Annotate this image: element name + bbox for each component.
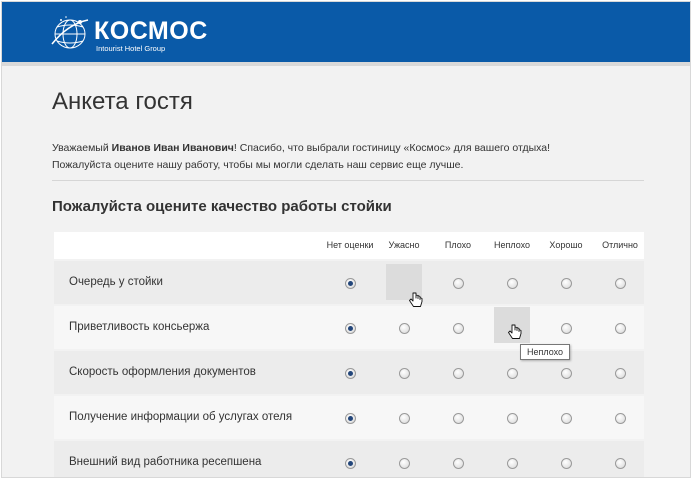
greeting-line-2: Пожалуйста оцените нашу работу, чтобы мы могли сделать наш сервис еще лучше.	[52, 159, 464, 171]
rating-radio[interactable]	[345, 323, 356, 334]
rating-table-header	[54, 232, 644, 259]
rating-radio[interactable]	[507, 413, 518, 424]
rating-radio[interactable]	[399, 458, 410, 469]
rating-row-label: Внешний вид работника ресепшена	[69, 456, 262, 468]
rating-radio[interactable]	[453, 413, 464, 424]
rating-radio[interactable]	[345, 413, 356, 424]
column-header: Нет оценки	[326, 240, 374, 250]
column-header: Хорошо	[549, 240, 583, 250]
rating-row	[54, 259, 644, 304]
rating-radio[interactable]	[615, 278, 626, 289]
rating-radio[interactable]	[561, 413, 572, 424]
tooltip: Неплохо	[520, 344, 570, 360]
rating-radio[interactable]	[345, 458, 356, 469]
column-header: Плохо	[444, 240, 472, 250]
rating-radio[interactable]	[615, 368, 626, 379]
rating-radio[interactable]	[345, 278, 356, 289]
brand-subtitle: Intourist Hotel Group	[96, 44, 166, 53]
rating-radio[interactable]	[453, 323, 464, 334]
rating-radio[interactable]	[507, 368, 518, 379]
rating-radio[interactable]	[561, 323, 572, 334]
rating-row-label: Скорость оформления документов	[69, 366, 256, 378]
greeting-suffix: ! Спасибо, что выбрали гостиницу «Космос» для вашего отдыха!	[233, 142, 551, 154]
globe-icon	[50, 14, 90, 54]
greeting-text	[52, 140, 652, 174]
rating-radio[interactable]	[453, 458, 464, 469]
rating-row	[54, 439, 644, 478]
column-header: Ужасно	[388, 240, 420, 250]
rating-radio[interactable]	[561, 368, 572, 379]
guest-name: Иванов Иван Иванович	[111, 142, 234, 154]
rating-radio[interactable]	[399, 368, 410, 379]
site-header	[2, 2, 691, 62]
header-divider	[2, 62, 691, 66]
section-title: Пожалуйста оцените качество работы стойки	[52, 198, 392, 215]
rating-radio[interactable]	[507, 458, 518, 469]
brand-logo[interactable]	[50, 14, 208, 54]
rating-radio[interactable]	[561, 458, 572, 469]
column-header: Неплохо	[493, 240, 531, 250]
page-title: Анкета гостя	[52, 88, 193, 115]
section-divider	[52, 180, 644, 181]
column-header: Отлично	[602, 240, 638, 250]
greeting-prefix: Уважаемый	[52, 142, 112, 154]
rating-radio[interactable]	[345, 368, 356, 379]
rating-radio[interactable]	[561, 278, 572, 289]
rating-radio[interactable]	[507, 278, 518, 289]
brand-name: КОСМОС	[94, 17, 208, 45]
rating-radio[interactable]	[615, 413, 626, 424]
rating-radio[interactable]	[399, 413, 410, 424]
rating-row-label: Очередь у стойки	[69, 276, 163, 288]
rating-radio[interactable]	[615, 323, 626, 334]
rating-row-label: Получение информации об услугах отеля	[69, 411, 293, 423]
hand-cursor-icon	[408, 292, 424, 310]
rating-row	[54, 394, 644, 439]
rating-row-label: Приветливость консьержа	[69, 321, 210, 333]
rating-radio[interactable]	[453, 278, 464, 289]
rating-radio[interactable]	[453, 368, 464, 379]
rating-radio[interactable]	[399, 323, 410, 334]
page-frame	[1, 1, 691, 478]
rating-radio[interactable]	[615, 458, 626, 469]
hand-cursor-icon	[507, 324, 523, 342]
rating-row	[54, 304, 644, 349]
